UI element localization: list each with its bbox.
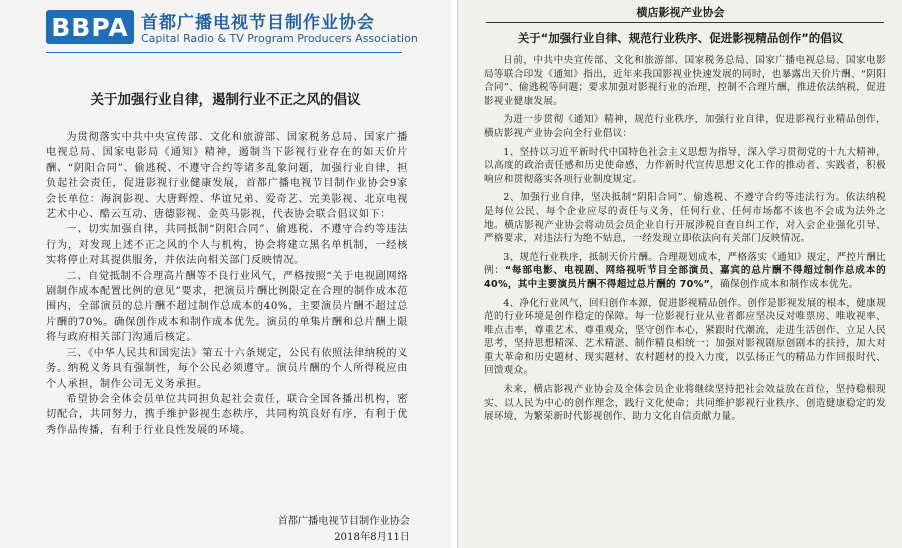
bbpa-logo-text: BBPA: [51, 12, 129, 42]
header-rule: [486, 22, 884, 23]
letter-body: [46, 130, 408, 438]
paragraph-3-text: 3、规范行业秩序，抵制天价片酬。合理规划成本，严格落实《通知》规定，严控片酬比例：: [484, 251, 886, 277]
paragraph-intro: 日前，中共中央宣传部、文化和旅游部、国家税务总局、国家广播电视总局、国家电影局等联合印发《通知》指出，近年来我国影视业快速发展的同时，也暴露出天价片酬、“阴阳合同”、偷逃税等问题；要求加强对影视行业的治理，控制不合理片酬，推进依法纳税，促进影视业健康发展。: [484, 55, 886, 107]
paragraph-call: 为进一步贯彻《通知》精神，规范行业秩序，加强行业自律，促进影视行业精品创作，横店影视产业协会向全行业倡议：: [484, 114, 886, 139]
org-name-cn: 首都广播电视节目制作业协会: [141, 13, 375, 33]
paragraph-3-tail: ，确保创作成本和制作成本优先。: [710, 278, 859, 290]
signature-date: 2018年8月11日: [334, 532, 410, 543]
letter-title: 关于“加强行业自律、规范行业秩序、促进影视精品创作”的倡议: [517, 31, 844, 45]
hengdian-letter: [457, 0, 902, 548]
org-name-en: Capital Radio & TV Program Producers Association: [141, 32, 418, 45]
bbpa-logo: [46, 10, 134, 44]
paragraph-3-highlight: “每部电影、电视剧、网络视听节目全部演员、嘉宾的总片酬不得超过制作总成本的 40%，其中主要演员片酬不得超过总片酬的 70%”: [484, 265, 886, 290]
paragraph-1: 一、切实加强自律，共同抵制“阴阳合同”、偷逃税、不遵守合约等违法行为，对发现上述不正之风的个人与机构，协会将建立黑名单机制，一经核实将停止对其提供服务，并依法向相关部门反映情况。: [46, 224, 408, 267]
letter-title: 关于加强行业自律，遏制行业不正之风的倡议: [90, 92, 361, 108]
paragraph-closing: 未来，横店影视产业协会及全体会员企业将继续坚持把社会效益放在首位，坚持稳根现实、以人民为中心的创作理念，践行文化使命；共同维护影视行业秩序、创造健康稳定的发展环境，为繁荣新时代影视创作、助力文化自信贡献力量。: [484, 384, 886, 423]
paragraph-3: [484, 251, 886, 292]
paragraph-2: 2、加强行业自律，坚决抵制“阴阳合同”、偷逃税、不遵守合约等违法行为。依法纳税是每位公民、每个企业应尽的责任与义务，任何行业、任何市场都不该也不会成为法外之地。横店影视产业协会将动员会员企业自行开展涉税自查自纠工作，对入会企业强化引导、严格要求，对违法行为绝不姑息，一经发现立即依法向有关部门反映情况。: [484, 192, 886, 245]
letter-body: [484, 54, 886, 429]
paragraph-closing: 希望协会全体会员单位共同担负起社会责任，联合全国各播出机构，密切配合，共同努力，携手维护影视生态秩序，共同构筑良好有序，有利于优秀作品传播，有利于行业良性发展的环境。: [46, 393, 408, 436]
signature-org: 首都广播电视节目制作业协会: [277, 516, 410, 527]
paragraph-intro: 为贯彻落实中共中央宣传部、文化和旅游部、国家税务总局、国家广播电视总局、国家电影局《通知》精神，遏制当下影视行业存在的如天价片酬、“阴阳合同”、偷逃税、不遵守合约等诸多乱象问题，加强行业自律，担负起社会责任，促进影视行业健康发展，首都广播电视节目制作业协会9家会长单位：海润影视、大唐辉煌、华谊兄弟、爱奇艺、完美影视、北京电视艺术中心、酷云互动、唐德影视、金英马影视，代表协会联合倡议如下：: [46, 132, 408, 221]
paragraph-2: 二、自觉抵制不合理高片酬等不良行业风气，严格按照“关于电视剧网络剧制作成本配置比例的意见”要求，把演员片酬比例限定在合理的制作成本范围内，全部演员的总片酬不超过制作总成本的40%，主要演员片酬不超过总片酬的70%。确保创作成本和制作成本优先。演员的单集片酬和总片酬上限将与政府相关部门沟通后核定。: [46, 270, 408, 344]
paragraph-4: 4、净化行业风气，回归创作本源，促进影视精品创作。创作是影视发展的根本，健康规范的行业环境是创作稳定的保障。每一位影视行业从业者都应坚决反对唯票房、唯收视率、唯点击率，尊重艺术、尊重观众，坚守创作本心，紧跟时代潮流，走进生活创作、立足人民思考，坚持思想精深、艺术精湛、制作精良相统一；加强对影视剧原创剧本的扶持，加大对重大革命和历史题材、现实题材、农村题材的投入力度，以弘扬正气的精品力作回报时代、回馈观众。: [484, 297, 886, 377]
paragraph-3: 三、《中华人民共和国宪法》第五十六条规定，公民有依照法律纳税的义务。纳税义务具有强制性，每个公民必须遵守。演员片酬的个人所得税应由个人承担，制作公司无义务承担。: [46, 347, 408, 390]
signature-block: [250, 514, 410, 546]
org-header: 横店影视产业协会: [636, 6, 725, 19]
header-rule: [46, 52, 402, 53]
paragraph-1: 1、坚持以习近平新时代中国特色社会主义思想为指导，深入学习贯彻党的十九大精神，以高度的政治责任感和历史使命感，力作新时代宣传思想文化工作的推动者、实践者，积极响应和贯彻落实各项行业制度规定。: [484, 146, 886, 185]
